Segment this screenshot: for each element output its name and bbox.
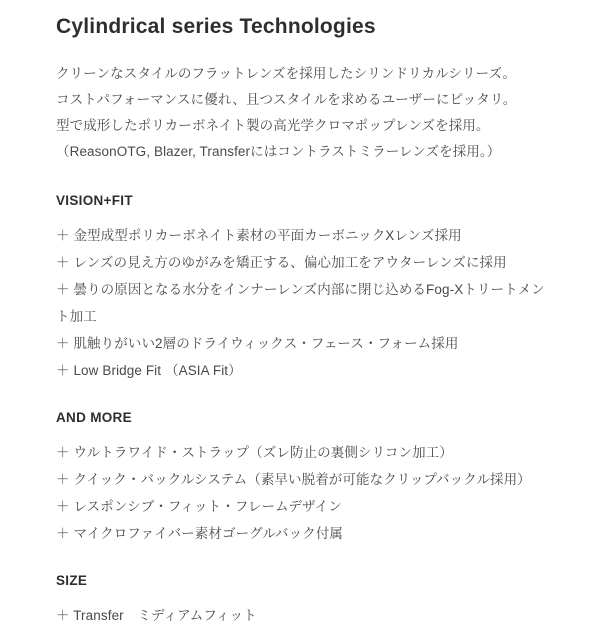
list-item: ＋ 金型成型ポリカーボネイト素材の平面カーボニックXレンズ採用 (56, 228, 462, 244)
list-item: ＋ クイック・バックルシステム（素早い脱着が可能なクリップバックル採用） (56, 472, 531, 488)
section-vision-fit (56, 193, 554, 384)
section-and-more (56, 410, 554, 547)
list-item: ＋ ウルトラワイド・ストラップ（ズレ防止の裏側シリコン加工） (56, 445, 453, 461)
intro-line: （ReasonOTG, Blazer, Transferにはコントラストミラーレンズを採用。） (56, 144, 501, 160)
list-item: ＋ 肌触りがいい2層のドライウィックス・フェース・フォーム採用 (56, 336, 459, 352)
feature-list (56, 602, 554, 629)
list-item: ＋ Transfer ミディアムフィット (56, 608, 257, 624)
list-item: ＋ レスポンシブ・フィット・フレームデザイン (56, 499, 342, 515)
section-heading: VISION+FIT (56, 193, 133, 209)
list-item: ＋ Low Bridge Fit （ASIA Fit） (56, 363, 242, 379)
feature-list (56, 439, 554, 547)
intro-line: 型で成形したポリカーボネイト製の高光学クロマポップレンズを採用。 (56, 118, 490, 134)
section-heading: SIZE (56, 573, 88, 589)
intro-line: コストパフォーマンスに優れ、且つスタイルを求めるユーザーにピッタリ。 (56, 92, 517, 108)
intro-line: クリーンなスタイルのフラットレンズを採用したシリンドリカルシリーズ。 (56, 66, 517, 82)
feature-list (56, 222, 554, 384)
section-size (56, 573, 554, 629)
section-heading: AND MORE (56, 410, 132, 426)
page-title: Cylindrical series Technologies (56, 15, 376, 38)
list-item: ＋ レンズの見え方のゆがみを矯正する、偏心加工をアウターレンズに採用 (56, 255, 507, 271)
list-item: ＋ 曇りの原因となる水分をインナーレンズ内部に閉じ込めるFog-Xトリートメント加工 (56, 282, 545, 325)
intro-paragraph (56, 61, 554, 165)
list-item: ＋ マイクロファイバー素材ゴーグルバック付属 (56, 526, 344, 542)
